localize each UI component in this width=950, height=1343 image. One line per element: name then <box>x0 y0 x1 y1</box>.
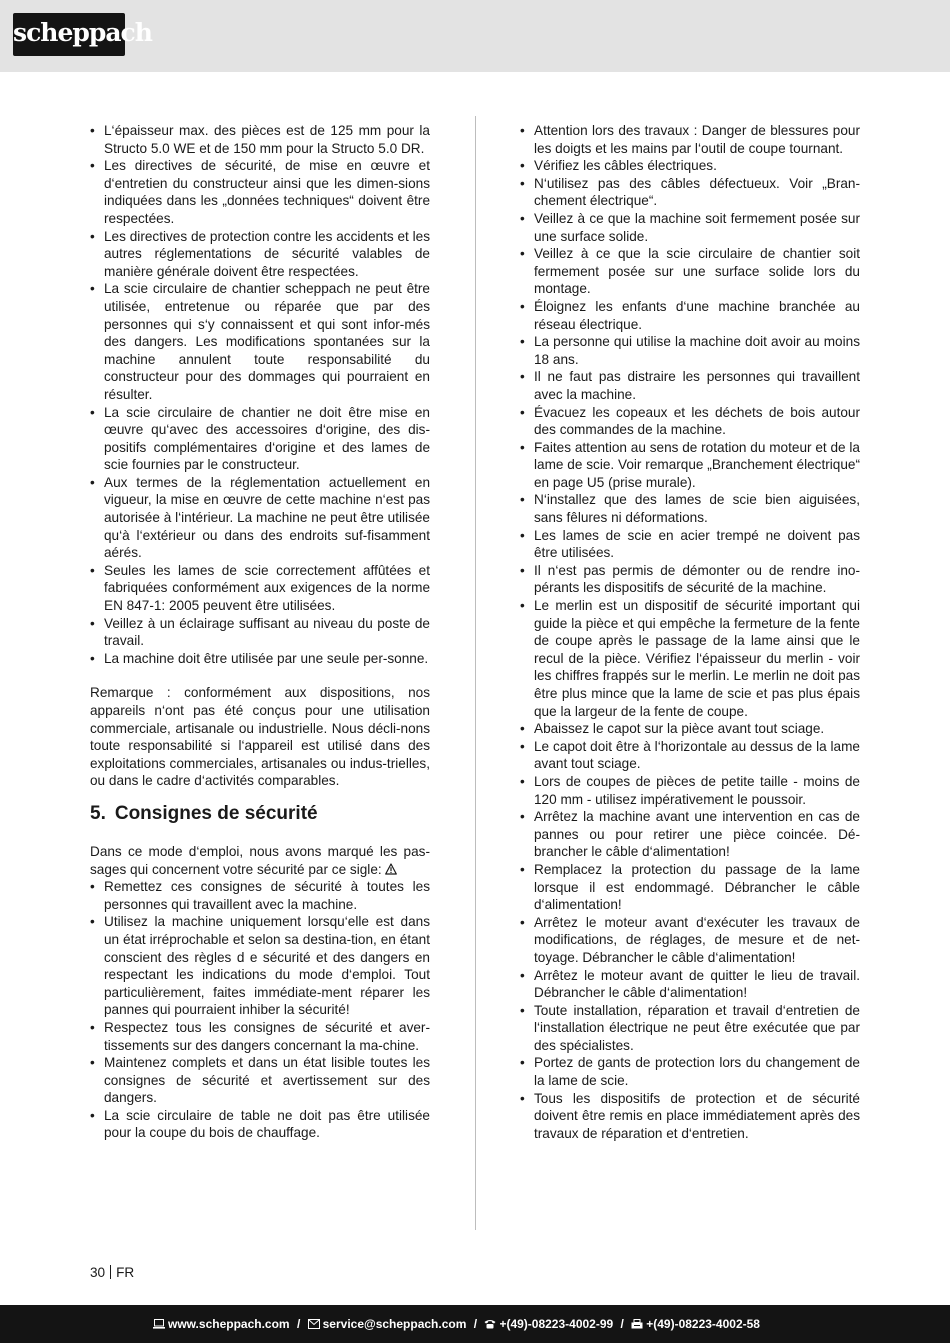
list-item: • Arrêtez le moteur avant de quitter le lieu de travail. Débrancher le câble d‘alimentation! <box>520 967 860 1002</box>
section-number: 5. <box>90 802 106 824</box>
list-item: • Faites attention au sens de rotation du moteur et de la lame de scie. Voir remarque „Branchement électrique“ en page U5 (prise murale). <box>520 439 860 492</box>
list-item: • Tous les dispositifs de protection et de sécurité doivent être remis en place immédiatement après des travaux de réparation et d‘entretien. <box>520 1090 860 1143</box>
list-item: • Seules les lames de scie correctement affûtées et fabriquées conformément aux exigences de la norme EN 847-1: 2005 peuvent être utilisées. <box>90 562 430 615</box>
website-link[interactable]: www.scheppach.com <box>168 1317 290 1331</box>
list-item: • Le merlin est un dispositif de sécurité important qui guide la pièce et qui empêche la fermeture de la fente de coupe après le passage de la lame ainsi que le recul de la pièce. Vérifiez l‘épaisseur du merlin - voir les chiffres frappés sur le merlin. Le merlin ne doit pas être plus mince que la lame de scie et pas plus épais que la largeur de la fente de coupe. <box>520 597 860 720</box>
section-title: Consignes de sécurité <box>114 802 318 824</box>
list-item: • Veillez à ce que la scie circulaire de chantier soit fermement posée sur une surface solide lors du montage. <box>520 245 860 298</box>
separator: / <box>473 1317 478 1331</box>
list-item: • Il ne faut pas distraire les personnes qui travaillent avec la machine. <box>520 368 860 403</box>
list-item: • Attention lors des travaux : Danger de blessures pour les doigts et les mains par l‘outil de coupe tournant. <box>520 122 860 157</box>
computer-icon <box>153 1319 165 1329</box>
list-item: • Éloignez les enfants d‘une machine branchée au réseau électrique. <box>520 298 860 333</box>
list-item: • Veillez à ce que la machine soit fermement posée sur une surface solide. <box>520 210 860 245</box>
contact-bar-content <box>153 1305 760 1343</box>
header-band <box>0 0 950 72</box>
list-item: • Utilisez la machine uniquement lorsqu‘elle est dans un état irréprochable et selon sa destina-tion, en étant conscient des règles d e sécurité et des dangers en respectant les indications du mode d‘emploi. Tout particulièrement, faites immédiate-ment réparer les pannes qui pourraient inhiber la sécurité! <box>90 913 430 1019</box>
list-item: • Les lames de scie en acier trempé ne doivent pas être utilisées. <box>520 527 860 562</box>
phone-number: +(49)-08223-4002-99 <box>499 1317 614 1331</box>
phone-icon <box>484 1319 496 1329</box>
list-item: • L‘épaisseur max. des pièces est de 125 mm pour la Structo 5.0 WE et de 150 mm pour la Structo 5.0 DR. <box>90 122 430 157</box>
list-item: • Arrêtez la machine avant une intervention en cas de pannes ou pour retirer une pièce coincée. Dé-brancher le câble d‘alimentation! <box>520 808 860 861</box>
separator: / <box>620 1317 624 1331</box>
list-item: • Portez de gants de protection lors du changement de la lame de scie. <box>520 1054 860 1089</box>
right-column <box>520 122 860 1142</box>
page-number-divider <box>110 1265 111 1279</box>
list-item: • La personne qui utilise la machine doit avoir au moins 18 ans. <box>520 333 860 368</box>
list-item: • Les directives de protection contre les accidents et les autres réglementations de sécurité valables de manière générale doivent être respectées. <box>90 228 430 281</box>
intro-paragraph <box>90 843 430 878</box>
list-item: • N‘installez que des lames de scie bien aiguisées, sans fêlures ni déformations. <box>520 491 860 526</box>
list-item: • La scie circulaire de chantier scheppach ne peut être utilisée, entretenue ou réparée que par des personnes qui s‘y connaissent et qui sont infor-més des dangers. Les modifications spontanées sur la machine annulent toute responsabilité du constructeur pour des dommages qui pourraient en résulter. <box>90 280 430 403</box>
remark-paragraph: Remarque : conformément aux dispositions, nos appareils n‘ont pas été conçus pour une utilisation commerciale, artisanale ou industrielle. Nous décli-nons toute responsabilité si l‘appareil est utilisé dans des exploitations commerciales, artisanales ou indus-trielles, ou dans le cadre d‘activités comparables. <box>90 685 430 789</box>
left-column <box>90 122 430 1142</box>
contact-bar <box>0 1305 950 1343</box>
list-item: • Il n‘est pas permis de démonter ou de rendre ino-pérants les dispositifs de sécurité de la machine. <box>520 562 860 597</box>
list-item: • Lors de coupes de pièces de petite taille - moins de 120 mm - utilisez impérativement le poussoir. <box>520 773 860 808</box>
list-item: • Aux termes de la réglementation actuellement en vigueur, la mise en œuvre de cette machine n‘est pas autorisée à l‘intérieur. La machine ne peut être utilisée qu‘à l‘extérieur ou dans des endroits suf-fisamment aérés. <box>90 474 430 562</box>
bullet-list-right <box>520 122 860 1142</box>
column-divider <box>475 116 476 1230</box>
list-item: • Maintenez complets et dans un état lisible toutes les consignes de sécurité et avertissement sur des dangers. <box>90 1054 430 1107</box>
email-link[interactable]: service@scheppach.com <box>322 1317 467 1331</box>
list-item: • Vérifiez les câbles électriques. <box>520 157 860 175</box>
list-item: • Abaissez le capot sur la pièce avant tout sciage. <box>520 720 860 738</box>
list-item: • La machine doit être utilisée par une seule per-sonne. <box>90 650 430 668</box>
list-item: • Arrêtez le moteur avant d‘exécuter les travaux de modifications, de réglages, de mesure et de net-toyage. Débrancher le câble d‘alimentation! <box>520 914 860 967</box>
separator: / <box>296 1317 301 1331</box>
warning-triangle-icon <box>385 863 397 875</box>
list-item: • Le capot doit être à l‘horizontale au dessus de la lame avant tout sciage. <box>520 738 860 773</box>
mail-icon <box>308 1319 320 1329</box>
page-number: 30 <box>90 1265 106 1280</box>
intro-text: Dans ce mode d‘emploi, nous avons marqué les pas-sages qui concernent votre sécurité par ce sigle: <box>90 843 430 877</box>
list-item: • Veillez à un éclairage suffisant au niveau du poste de travail. <box>90 615 430 650</box>
bullet-list-top <box>90 122 430 667</box>
list-item: • La scie circulaire de chantier ne doit être mise en œuvre qu‘avec des accessoires d‘origine, des dis-positifs complémentaires d‘origine et des lames de scie fournies par le constructeur. <box>90 404 430 474</box>
list-item: • Remettez ces consignes de sécurité à toutes les personnes qui travaillent avec la machine. <box>90 878 430 913</box>
list-item: • Respectez tous les consignes de sécurité et aver-tissements sur des dangers concernant la ma-chine. <box>90 1019 430 1054</box>
language-code: FR <box>116 1265 135 1280</box>
list-item: • Toute installation, réparation et travail d‘entretien de l‘installation électrique ne peut être exécutée que par des spécialistes. <box>520 1002 860 1055</box>
page-number-label <box>90 1265 134 1280</box>
fax-icon <box>631 1319 643 1329</box>
list-item: • La scie circulaire de table ne doit pas être utilisée pour la coupe du bois de chauffage. <box>90 1107 430 1142</box>
fax-number: +(49)-08223-4002-58 <box>646 1317 760 1331</box>
list-item: • Les directives de sécurité, de mise en œuvre et d‘entretien du constructeur ainsi que les dimen-sions indiquées dans les „données techniques“ doivent être respectées. <box>90 157 430 227</box>
bullet-list-bottom <box>90 878 430 1142</box>
list-item: • Évacuez les copeaux et les déchets de bois autour des commandes de la machine. <box>520 404 860 439</box>
brand-logo: scheppach <box>13 13 125 56</box>
section-heading <box>90 802 430 826</box>
list-item: • N‘utilisez pas des câbles défectueux. Voir „Bran-chement électrique“. <box>520 175 860 210</box>
list-item: • Remplacez la protection du passage de la lame lorsque il est endommagé. Débrancher le câble d‘alimentation! <box>520 861 860 914</box>
